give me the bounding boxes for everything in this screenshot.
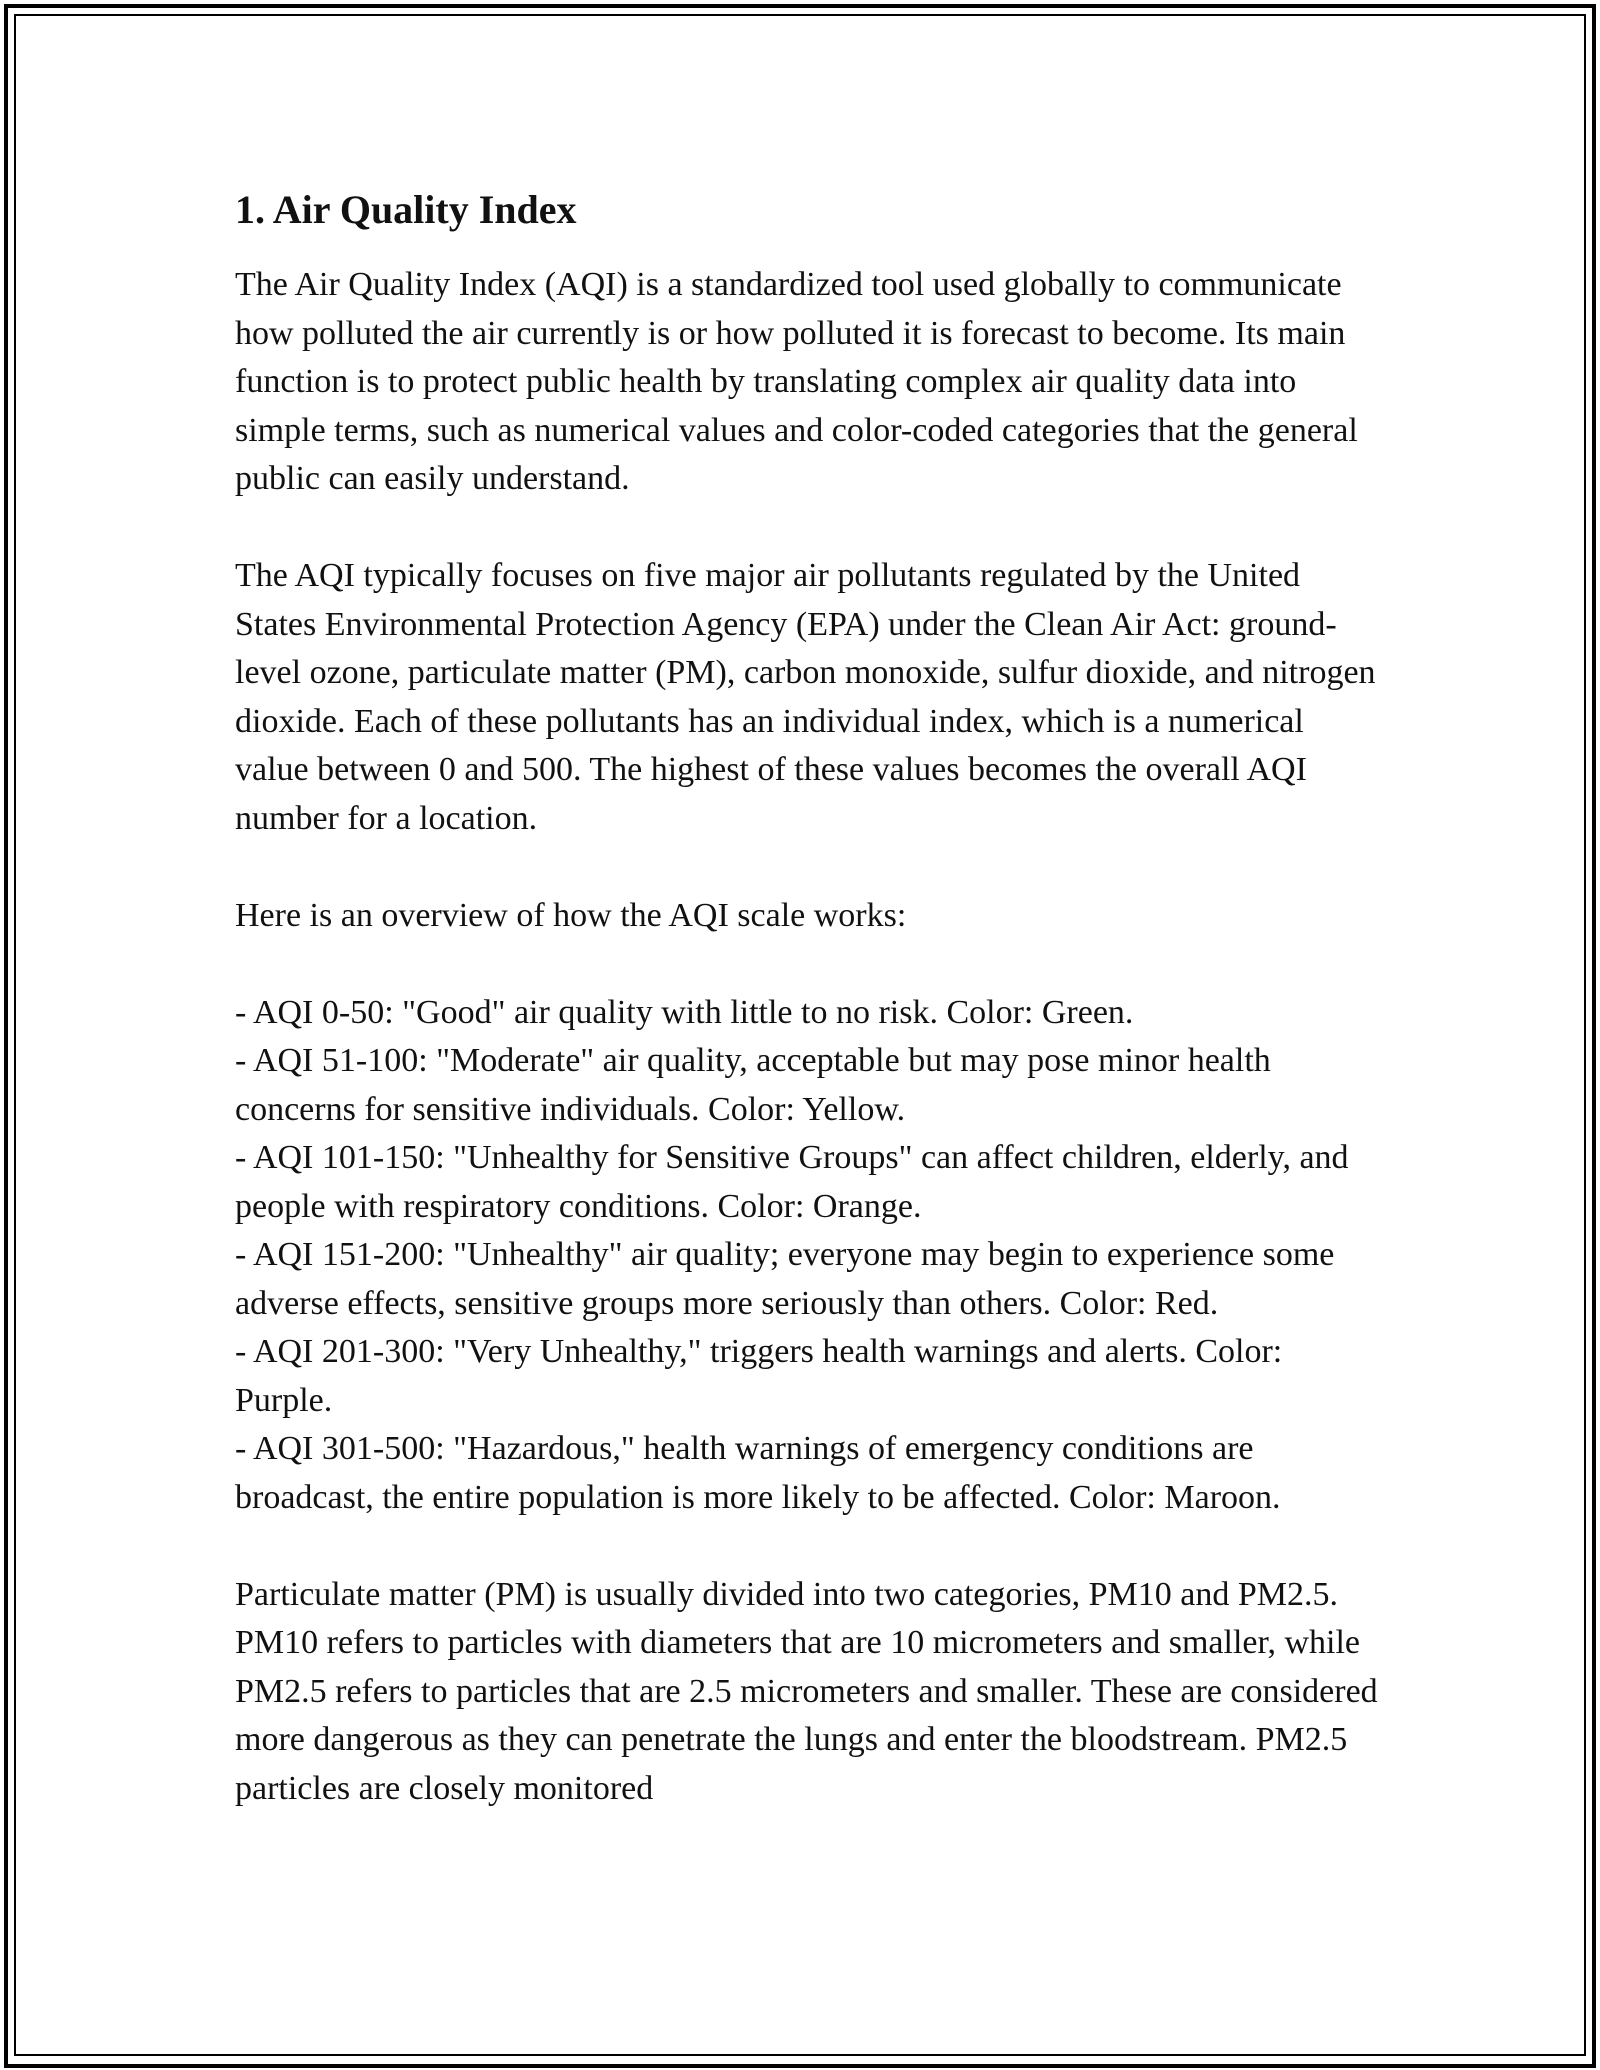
paragraph-intro: The Air Quality Index (AQI) is a standardized tool used globally to communicate how polluted the air currently is or how polluted it is forecast to become. Its main function is to protect public health by translating complex air quality data into simple terms, such as numerical values and color-coded categories that the general public can easily understand. [235,266,1358,497]
aqi-scale-item-moderate: - AQI 51-100: "Moderate" air quality, acceptable but may pose minor health concerns for sensitive individuals. Color: Yellow. [235,1042,1271,1128]
document-body [235,185,1385,1862]
aqi-scale-item-very-unhealthy: - AQI 201-300: "Very Unhealthy," triggers health warnings and alerts. Color: Purple. [235,1333,1283,1419]
paragraph-pollutants: The AQI typically focuses on five major air pollutants regulated by the United States Environmental Protection Agency (EPA) under the Clean Air Act: ground-level ozone, particulate matter (PM), carbon monoxide, sulfur dioxide, and nitrogen dioxide. Each of these pollutants has an individual index, which is a numerical value between 0 and 500. The highest of these values becomes the overall AQI number for a location. [235,557,1376,837]
aqi-scale-item-good: - AQI 0-50: "Good" air quality with little to no risk. Color: Green. [235,993,1134,1031]
aqi-scale-item-hazardous: - AQI 301-500: "Hazardous," health warnings of emergency conditions are broadcast, the entire population is more likely to be affected. Color: Maroon. [235,1430,1281,1516]
section-title: 1. Air Quality Index [235,187,577,232]
aqi-scale-item-unhealthy: - AQI 151-200: "Unhealthy" air quality; everyone may begin to experience some adverse effects, sensitive groups more seriously than others. Color: Red. [235,1236,1335,1322]
aqi-scale-list [235,989,1385,1523]
aqi-scale-item-sensitive: - AQI 101-150: "Unhealthy for Sensitive Groups" can affect children, elderly, and people with respiratory conditions. Color: Orange. [235,1139,1349,1225]
paragraph-particulate-matter: Particulate matter (PM) is usually divided into two categories, PM10 and PM2.5. PM10 refers to particles with diameters that are 10 micrometers and smaller, while PM2.5 refers to particles that are 2.5 micrometers and smaller. These are considered more dangerous as they can penetrate the lungs and enter the bloodstream. PM2.5 particles are closely monitored [235,1575,1378,1807]
paragraph-scale-intro: Here is an overview of how the AQI scale works: [235,896,907,934]
